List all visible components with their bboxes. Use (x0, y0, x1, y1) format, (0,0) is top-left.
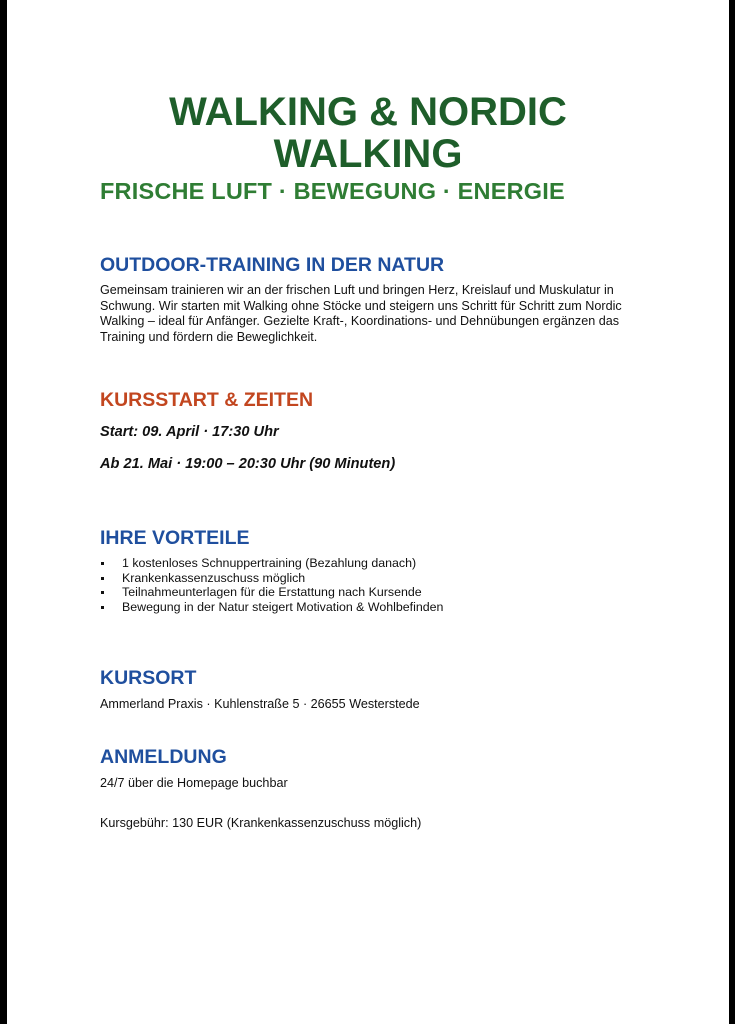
outdoor-heading: OUTDOOR-TRAINING IN DER NATUR (100, 254, 445, 276)
list-item: Teilnahmeunterlagen für die Erstattung nach Kursende (100, 585, 443, 600)
kursstart-heading: KURSSTART & ZEITEN (100, 389, 314, 411)
paragraph-line: Training und fördern die Beweglichkeit. (100, 330, 318, 345)
kursort-heading: KURSORT (100, 667, 197, 689)
paragraph-line: Walking – ideal für Anfänger. Gezielte Kraft-, Koordinations- und Dehnübungen ergänzen das (100, 314, 620, 329)
list-item: Krankenkassenzuschuss möglich (100, 571, 443, 586)
document-page (7, 0, 729, 1024)
booking-info: 24/7 über die Homepage buchbar (100, 776, 288, 790)
title-line-2: WALKING (273, 132, 463, 176)
list-item: Bewegung in der Natur steigert Motivation & Wohlbefinden (100, 600, 443, 615)
benefits-list (100, 556, 443, 614)
list-item: 1 kostenloses Schnuppertraining (Bezahlung danach) (100, 556, 443, 571)
anmeldung-heading: ANMELDUNG (100, 746, 227, 768)
vorteile-heading: IHRE VORTEILE (100, 527, 250, 549)
address: Ammerland Praxis · Kuhlenstraße 5 · 26655 Westerstede (100, 697, 420, 711)
outdoor-paragraph (100, 283, 622, 346)
title-line-1: WALKING & NORDIC (169, 90, 567, 134)
subtitle: FRISCHE LUFT · BEWEGUNG · ENERGIE (100, 178, 565, 204)
paragraph-line: Gemeinsam trainieren wir an der frischen Luft und bringen Herz, Kreislauf und Muskulatur in (100, 283, 614, 297)
course-times: Ab 21. Mai · 19:00 – 20:30 Uhr (90 Minuten) (100, 456, 396, 472)
start-date: Start: 09. April · 17:30 Uhr (100, 424, 279, 440)
course-fee: Kursgebühr: 130 EUR (Krankenkassenzuschuss möglich) (100, 816, 422, 830)
paragraph-line: Schwung. Wir starten mit Walking ohne Stöcke und steigern uns Schritt für Schritt zum Nordic (100, 298, 622, 313)
